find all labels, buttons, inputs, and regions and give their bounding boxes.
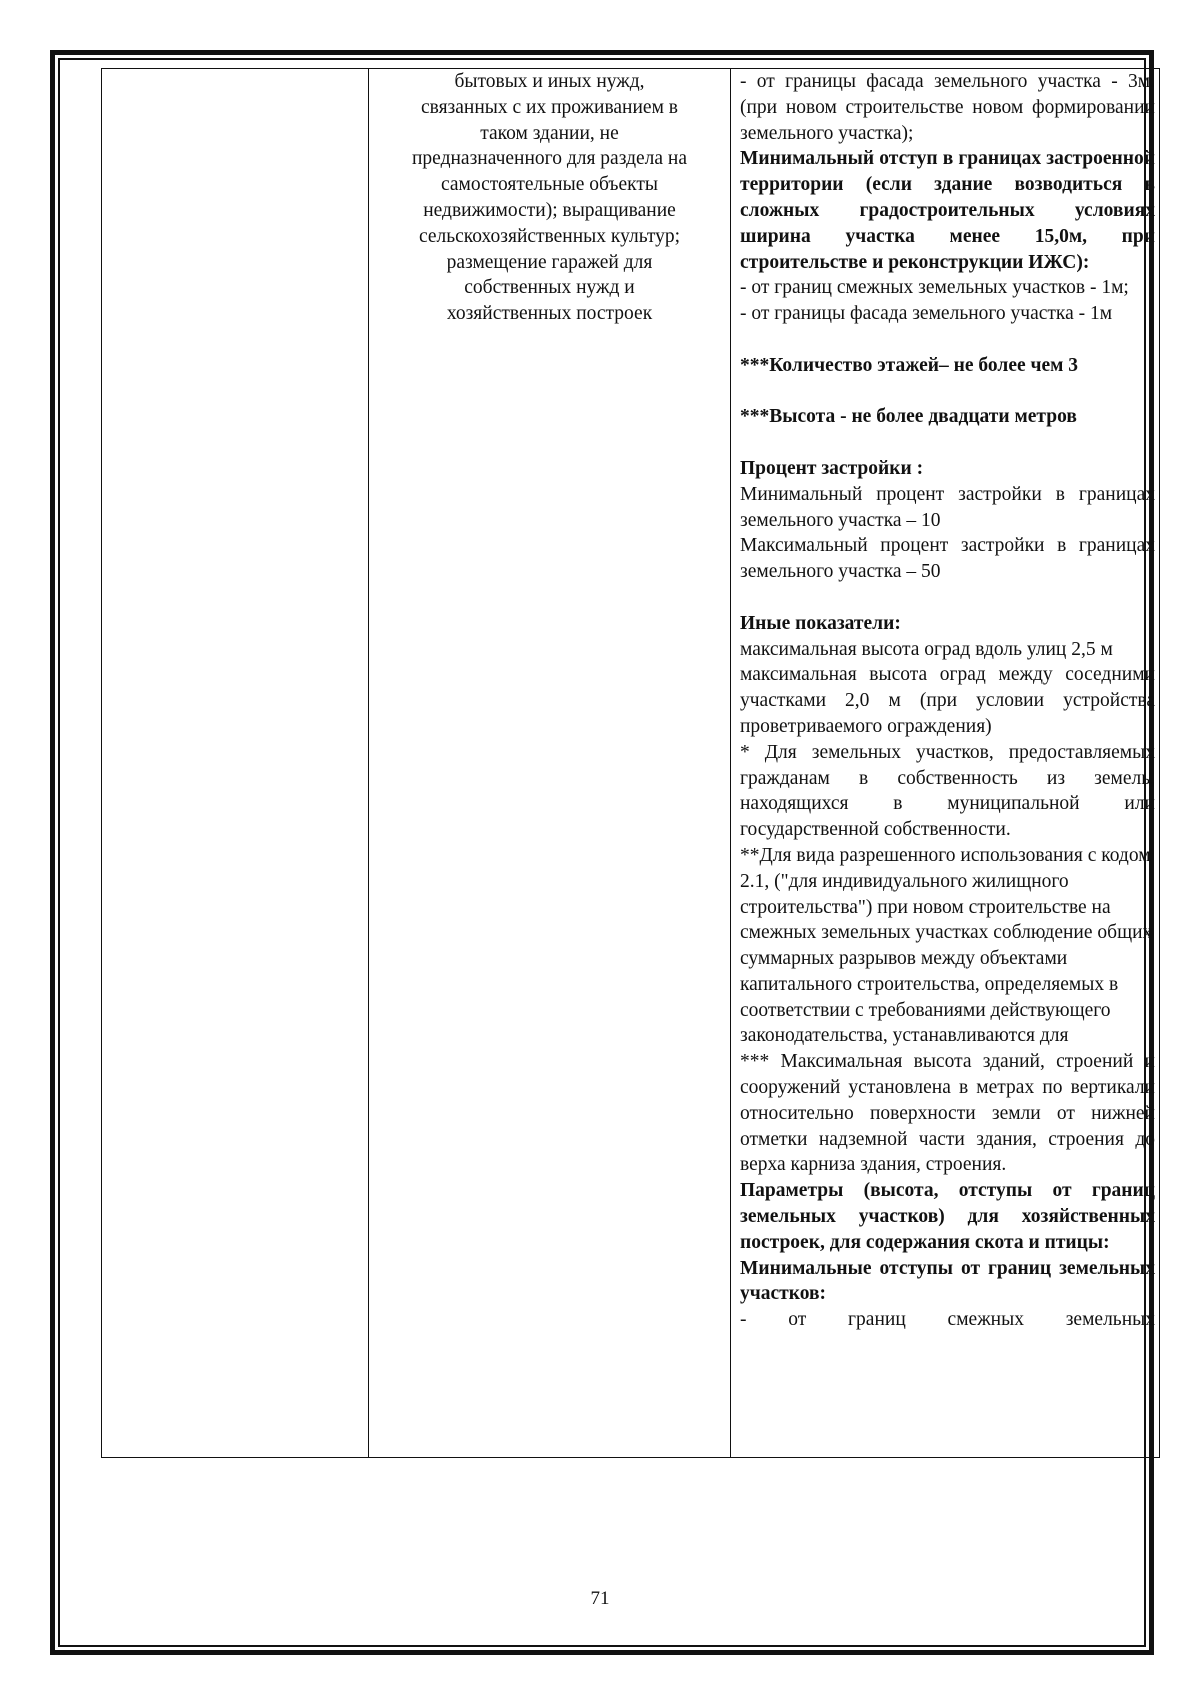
page-number: 71 <box>590 1588 610 1609</box>
outbuildings-heading: Параметры (высота, отступы от границ земельных участков) для хозяйственных построек, для содержания скота и птицы: <box>740 1180 1155 1253</box>
coverage-max: Максимальный процент застройки в границах земельного участка – 50 <box>740 535 1155 583</box>
coverage-min: Минимальный процент застройки в границах земельного участка – 10 <box>740 483 1155 531</box>
fence-height-neighbors: максимальная высота оград между соседними участками 2,0 м (при условии устройства проветриваемого ограждения) <box>740 664 1155 737</box>
use-line: связанных с их проживанием в <box>420 96 679 118</box>
spacer <box>740 430 1155 456</box>
footnote-1: * Для земельных участков, предоставляемых гражданам в собственность из земель, находящихся в муниципальной или государственной собственности. <box>740 741 1155 841</box>
facade-setback-new: - от границы фасада земельного участка - 3м. (при новом строительстве новом формировании земельного участка); <box>740 71 1155 144</box>
use-line: самостоятельные объекты <box>440 174 659 196</box>
height-limit: ***Высота - не более двадцати метров <box>740 406 1077 428</box>
adjacent-setback: - от границ смежных земельных участков - 1м; <box>740 277 1129 299</box>
spacer <box>740 379 1155 405</box>
use-line: сельскохозяйственных культур; <box>418 225 681 247</box>
spacer <box>740 327 1155 353</box>
table-row <box>102 69 1160 1458</box>
coverage-heading: Процент застройки : <box>740 457 924 479</box>
use-line: хозяйственных построек <box>446 303 653 325</box>
use-line: предназначенного для раздела на <box>411 148 687 170</box>
use-line: размещение гаражей для <box>446 251 653 273</box>
spacer <box>740 585 1155 611</box>
floors-limit: ***Количество этажей– не более чем 3 <box>740 354 1079 376</box>
footnote-2: **Для вида разрешенного использования с кодом 2.1, ("для индивидуального жилищного строительства") при новом строительстве на смежных земельных участках соблюдение общих суммарных разрывов между объектами капитального строительства, определяемых в соответствии с требованиями действующего законодательства, устанавливаются для <box>740 844 1153 1047</box>
use-line: бытовых и иных нужд, <box>454 71 645 92</box>
regulations-table <box>101 68 1160 1458</box>
fence-height-street: максимальная высота оград вдоль улиц 2,5 м <box>740 638 1113 660</box>
outbuildings-adjacent-setback: - от границ смежных земельных <box>740 1309 1155 1331</box>
use-line: недвижимости); выращивание <box>423 199 676 221</box>
outbuildings-setbacks-heading: Минимальные отступы от границ земельных участков: <box>740 1257 1155 1305</box>
permitted-use-cell <box>369 69 731 1458</box>
use-line: таком здании, не <box>480 122 619 144</box>
min-setback-heading: Минимальный отступ в границах застроенной территории (если здание возводиться в сложных градостроительных условиях ширина участка менее 15,0м, при строительстве и реконструкции ИЖС): <box>740 148 1155 273</box>
use-line: собственных нужд и <box>464 277 635 299</box>
zone-cell-empty <box>102 69 369 1458</box>
footnote-3: *** Максимальная высота зданий, строений и сооружений установлена в метрах по вертикали относительно поверхности земли от нижней отметки надземной части здания, строения до верха карниза здания, строения. <box>740 1051 1155 1176</box>
facade-setback: - от границы фасада земельного участка - 1м <box>740 303 1113 325</box>
parameters-cell <box>731 69 1160 1458</box>
other-indicators-heading: Иные показатели: <box>740 612 901 634</box>
